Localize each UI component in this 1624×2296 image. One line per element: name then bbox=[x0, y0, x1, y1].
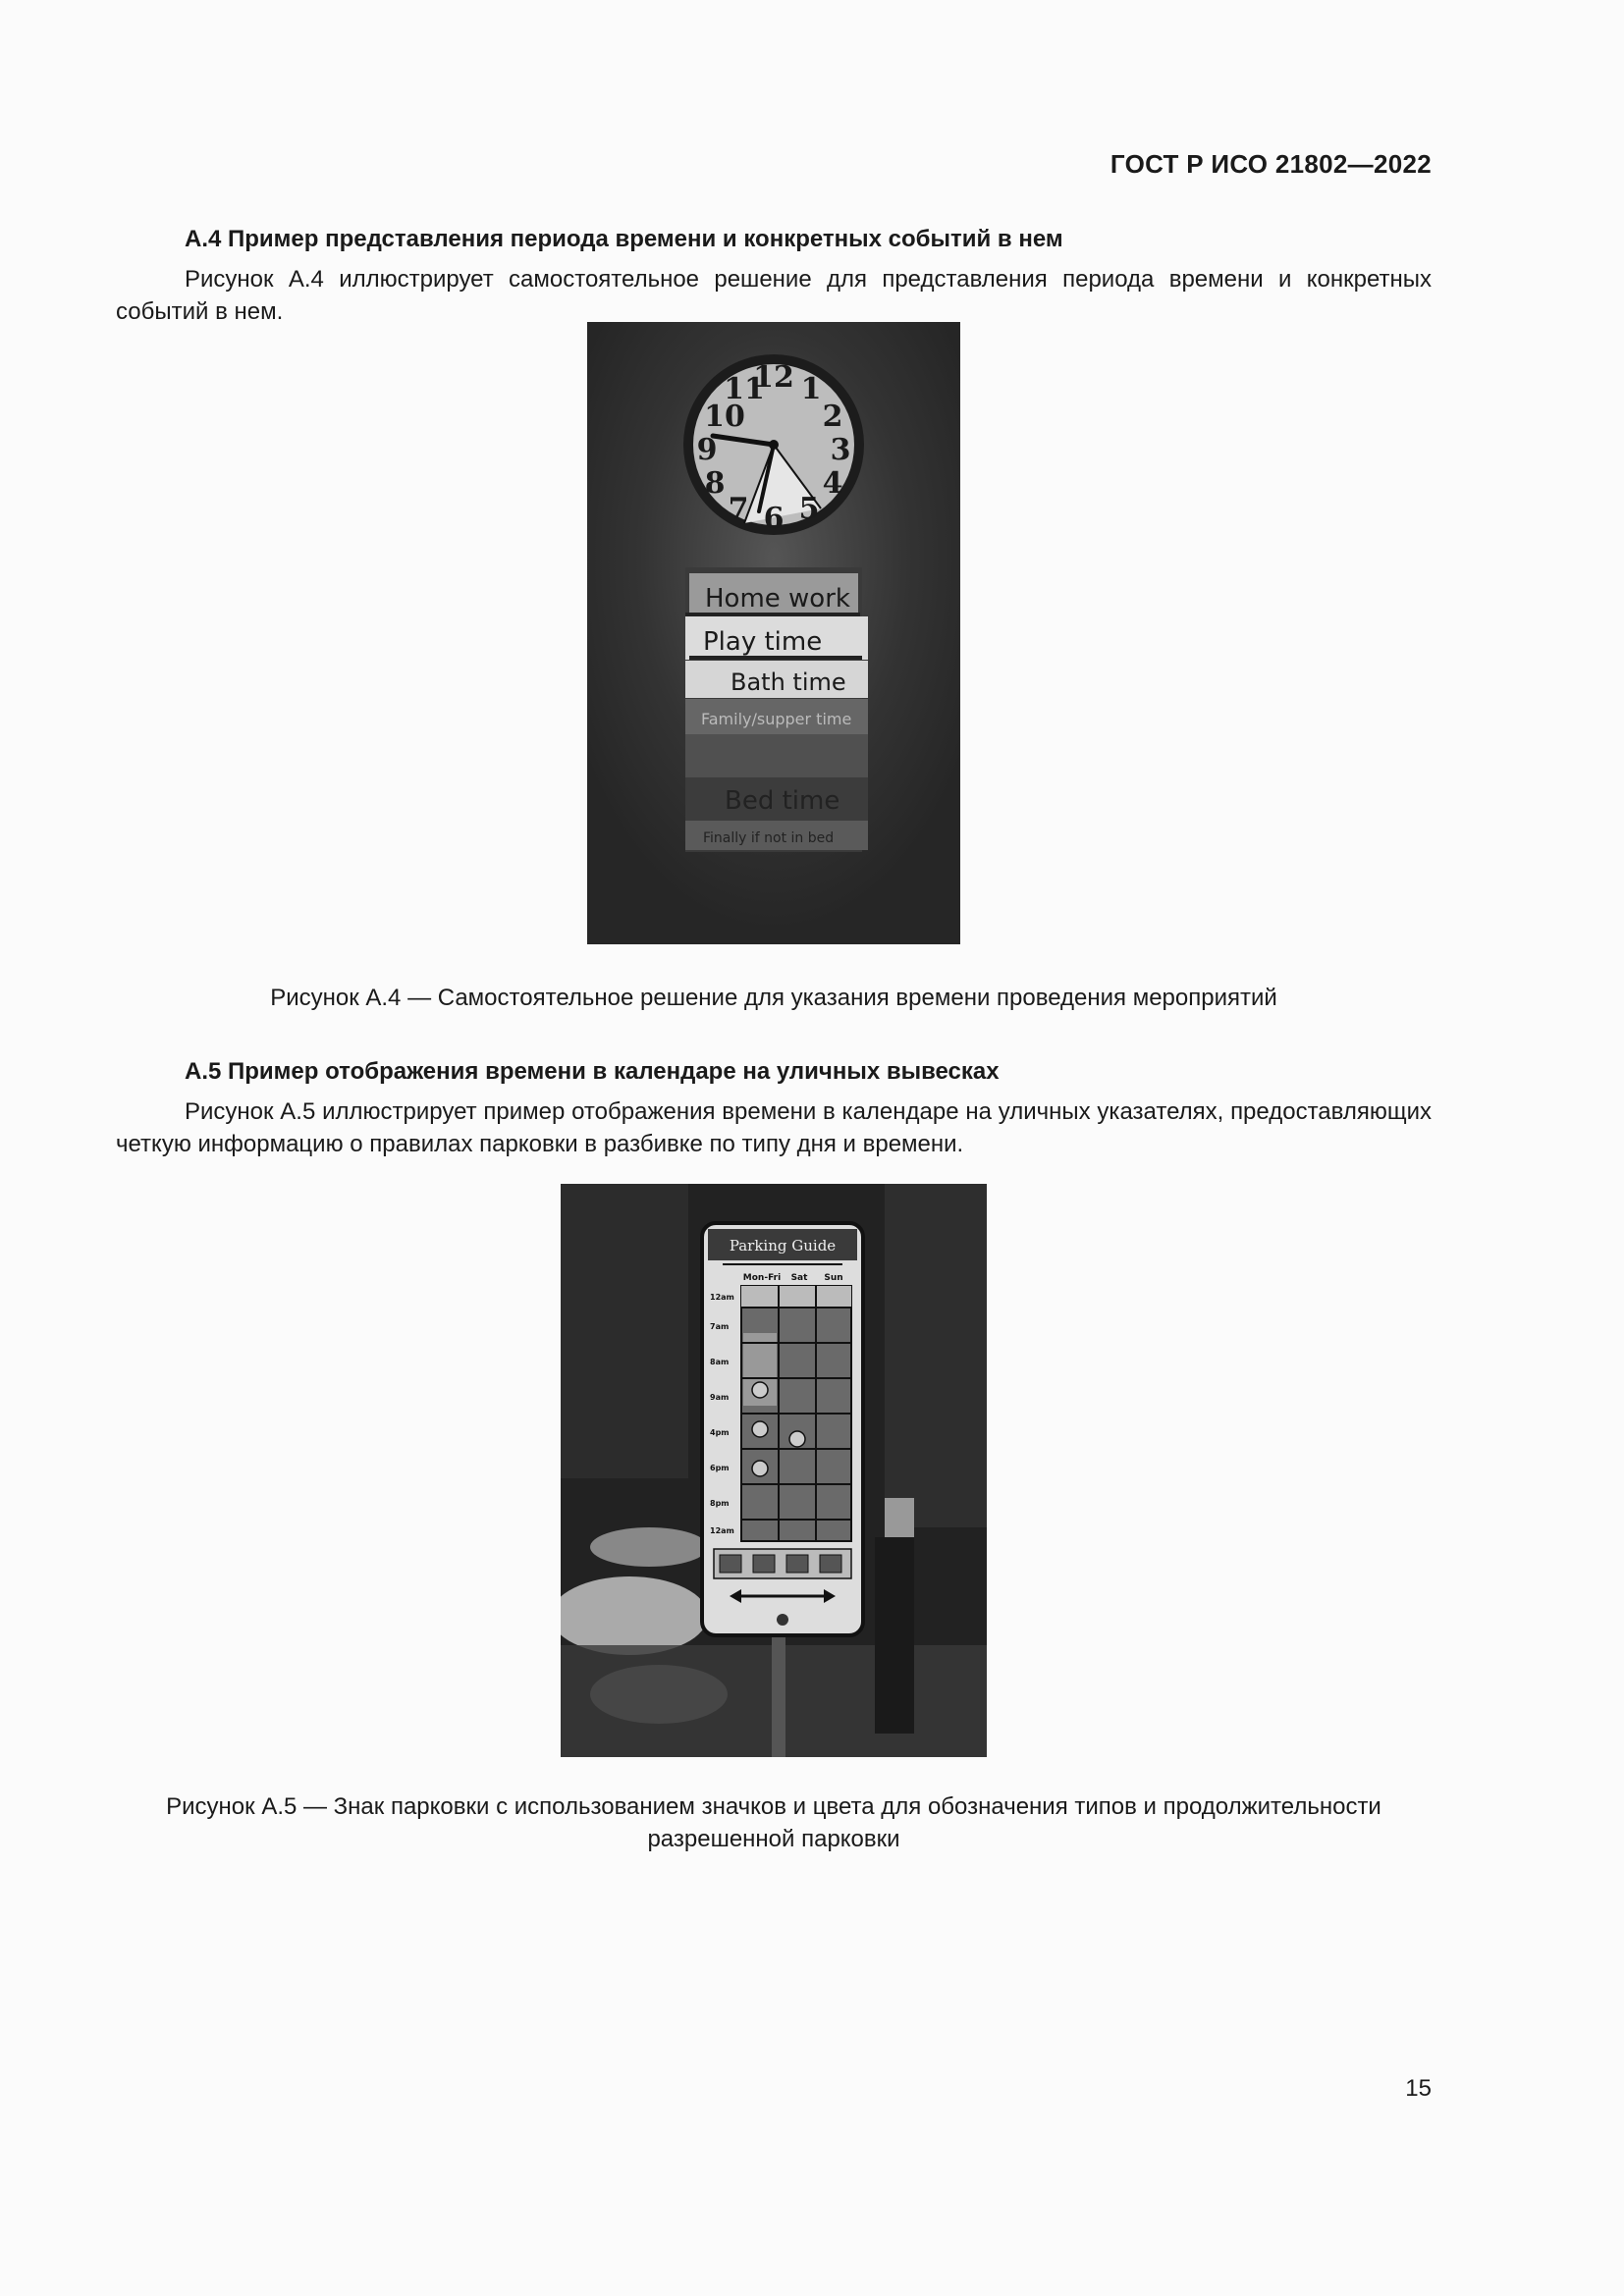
figure-a4-caption: Рисунок А.4 — Самостоятельное решение для указания времени проведения мероприятий bbox=[270, 985, 1277, 1011]
wall-clock-icon bbox=[683, 354, 864, 536]
clock-number: 8 bbox=[704, 466, 726, 501]
schedule-label: Bath time bbox=[731, 668, 846, 696]
day-header: Mon-Fri bbox=[742, 1273, 782, 1283]
schedule-label: Family/supper time bbox=[701, 710, 852, 728]
clock-number: 1 bbox=[800, 372, 822, 406]
time-label: 12am bbox=[710, 1526, 734, 1535]
figure-a4-photo bbox=[587, 322, 960, 944]
page-number: 15 bbox=[1405, 2075, 1432, 2102]
section-a4-heading: А.4 Пример представления периода времени и конкретных событий в нем bbox=[185, 226, 1063, 252]
clock-number: 12 bbox=[753, 360, 794, 395]
section-a4-paragraph-text: Рисунок А.4 иллюстрирует самостоятельное решение для представления периода времени и конкретных событий в нем. bbox=[116, 266, 1432, 325]
figure-a5-caption-line2: разрешенной парковки bbox=[647, 1826, 900, 1852]
clock-number: 5 bbox=[798, 492, 820, 526]
sign-title: Parking Guide bbox=[729, 1237, 837, 1255]
clock-number: 6 bbox=[763, 502, 785, 536]
clock-schedule-photo bbox=[587, 322, 960, 944]
section-a5-paragraph bbox=[116, 1095, 1432, 1160]
figure-a5-photo bbox=[561, 1184, 987, 1757]
section-a5-paragraph-text: Рисунок А.5 иллюстрирует пример отображения времени в календаре на уличных указателях, предоставляющих четкую информацию о правилах парковки в разбивке по типу дня и времени. bbox=[116, 1098, 1432, 1157]
schedule-label: Play time bbox=[703, 627, 823, 657]
clock-number: 11 bbox=[724, 372, 765, 406]
day-header: Sat bbox=[790, 1273, 808, 1283]
clock-number: 3 bbox=[830, 433, 851, 467]
time-label: 8pm bbox=[710, 1499, 730, 1508]
time-label: 7am bbox=[710, 1322, 730, 1331]
parking-sign-photo bbox=[561, 1184, 987, 1757]
section-a4-paragraph bbox=[116, 263, 1432, 328]
clock-number: 10 bbox=[704, 400, 745, 434]
parking-guide-sign bbox=[702, 1223, 863, 1635]
time-label: 9am bbox=[710, 1393, 730, 1402]
clock-number: 7 bbox=[728, 492, 749, 526]
schedule-board bbox=[685, 567, 868, 852]
schedule-label: Finally if not in bed bbox=[703, 830, 835, 846]
time-label: 12am bbox=[710, 1293, 734, 1302]
schedule-label: Bed time bbox=[725, 786, 840, 816]
figure-a5-caption-line1: Рисунок А.5 — Знак парковки с использованием значков и цвета для обозначения типов и продолжительности bbox=[166, 1793, 1381, 1820]
time-label: 4pm bbox=[710, 1428, 730, 1437]
clock-number: 9 bbox=[696, 433, 718, 467]
section-a5-heading: А.5 Пример отображения времени в календаре на уличных вывесках bbox=[185, 1058, 1000, 1085]
schedule-label: Home work bbox=[705, 584, 850, 614]
document-code: ГОСТ Р ИСО 21802—2022 bbox=[1110, 149, 1432, 179]
clock-number: 2 bbox=[822, 400, 843, 434]
clock-number: 4 bbox=[822, 466, 843, 501]
day-header: Sun bbox=[824, 1273, 843, 1283]
time-label: 8am bbox=[710, 1358, 730, 1366]
time-label: 6pm bbox=[710, 1464, 730, 1472]
